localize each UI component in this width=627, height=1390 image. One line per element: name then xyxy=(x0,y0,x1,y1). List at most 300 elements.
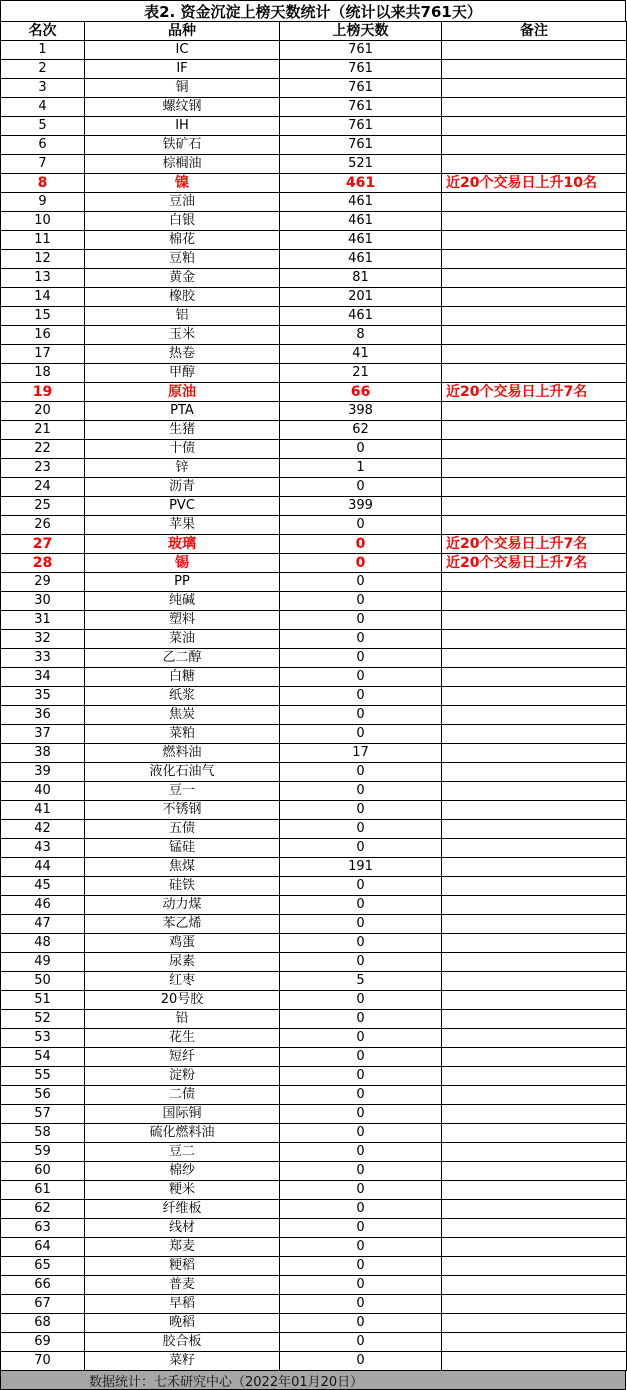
rank-cell: 10 xyxy=(1,212,85,231)
days-cell: 0 xyxy=(280,1143,442,1162)
rank-cell: 40 xyxy=(1,782,85,801)
table-row xyxy=(1,1105,627,1124)
table-row xyxy=(1,1143,627,1162)
name-cell: IF xyxy=(85,60,280,79)
rank-cell: 14 xyxy=(1,288,85,307)
table-row xyxy=(1,535,627,554)
note-cell xyxy=(442,269,627,288)
table-row xyxy=(1,497,627,516)
name-cell: 硅铁 xyxy=(85,877,280,896)
rank-cell: 51 xyxy=(1,991,85,1010)
table-row xyxy=(1,155,627,174)
name-cell: 乙二醇 xyxy=(85,649,280,668)
days-cell: 0 xyxy=(280,516,442,535)
note-cell xyxy=(442,41,627,60)
table-row xyxy=(1,573,627,592)
table-row xyxy=(1,668,627,687)
rank-cell: 55 xyxy=(1,1067,85,1086)
header-row xyxy=(1,22,627,41)
ranking-table xyxy=(0,21,627,1371)
note-cell xyxy=(442,516,627,535)
rank-cell: 11 xyxy=(1,231,85,250)
note-cell xyxy=(442,193,627,212)
note-cell xyxy=(442,763,627,782)
note-cell xyxy=(442,934,627,953)
days-cell: 0 xyxy=(280,706,442,725)
days-cell: 0 xyxy=(280,554,442,573)
note-cell xyxy=(442,326,627,345)
days-cell: 0 xyxy=(280,953,442,972)
table-row xyxy=(1,1181,627,1200)
days-cell: 1 xyxy=(280,459,442,478)
days-cell: 0 xyxy=(280,1352,442,1371)
name-cell: 豆二 xyxy=(85,1143,280,1162)
days-cell: 761 xyxy=(280,41,442,60)
name-cell: 菜粕 xyxy=(85,725,280,744)
name-cell: 热卷 xyxy=(85,345,280,364)
name-cell: 液化石油气 xyxy=(85,763,280,782)
days-cell: 81 xyxy=(280,269,442,288)
note-cell xyxy=(442,288,627,307)
days-cell: 399 xyxy=(280,497,442,516)
rank-cell: 65 xyxy=(1,1257,85,1276)
days-cell: 0 xyxy=(280,1238,442,1257)
note-cell xyxy=(442,1333,627,1352)
name-cell: 豆油 xyxy=(85,193,280,212)
table-row xyxy=(1,1257,627,1276)
days-cell: 461 xyxy=(280,193,442,212)
rank-cell: 66 xyxy=(1,1276,85,1295)
name-cell: 郑麦 xyxy=(85,1238,280,1257)
days-cell: 0 xyxy=(280,801,442,820)
note-cell xyxy=(442,991,627,1010)
days-cell: 0 xyxy=(280,1086,442,1105)
days-cell: 0 xyxy=(280,934,442,953)
name-cell: 十债 xyxy=(85,440,280,459)
rank-cell: 9 xyxy=(1,193,85,212)
days-cell: 461 xyxy=(280,231,442,250)
table-row xyxy=(1,478,627,497)
days-cell: 21 xyxy=(280,364,442,383)
name-cell: 沥青 xyxy=(85,478,280,497)
name-cell: 粳米 xyxy=(85,1181,280,1200)
name-cell: 橡胶 xyxy=(85,288,280,307)
table-row xyxy=(1,877,627,896)
name-cell: 塑料 xyxy=(85,611,280,630)
rank-cell: 57 xyxy=(1,1105,85,1124)
table-row xyxy=(1,725,627,744)
name-cell: 棕榈油 xyxy=(85,155,280,174)
name-cell: 短纤 xyxy=(85,1048,280,1067)
days-cell: 461 xyxy=(280,307,442,326)
name-cell: 原油 xyxy=(85,383,280,402)
days-cell: 0 xyxy=(280,592,442,611)
table-row xyxy=(1,934,627,953)
days-cell: 0 xyxy=(280,1105,442,1124)
days-cell: 0 xyxy=(280,991,442,1010)
table-row xyxy=(1,1029,627,1048)
note-cell xyxy=(442,497,627,516)
rank-cell: 43 xyxy=(1,839,85,858)
days-cell: 761 xyxy=(280,98,442,117)
name-cell: 苹果 xyxy=(85,516,280,535)
note-cell xyxy=(442,1162,627,1181)
rank-cell: 12 xyxy=(1,250,85,269)
table-row xyxy=(1,820,627,839)
rank-cell: 21 xyxy=(1,421,85,440)
table-row xyxy=(1,1276,627,1295)
days-cell: 0 xyxy=(280,649,442,668)
note-cell xyxy=(442,421,627,440)
days-cell: 0 xyxy=(280,573,442,592)
rank-cell: 4 xyxy=(1,98,85,117)
name-cell: 玉米 xyxy=(85,326,280,345)
name-cell: 螺纹钢 xyxy=(85,98,280,117)
note-cell xyxy=(442,117,627,136)
rank-cell: 52 xyxy=(1,1010,85,1029)
note-cell xyxy=(442,1219,627,1238)
table-row xyxy=(1,592,627,611)
note-cell xyxy=(442,1086,627,1105)
rank-cell: 60 xyxy=(1,1162,85,1181)
table-row xyxy=(1,1200,627,1219)
note-cell xyxy=(442,98,627,117)
rank-cell: 49 xyxy=(1,953,85,972)
name-cell: 黄金 xyxy=(85,269,280,288)
table-row xyxy=(1,687,627,706)
note-cell xyxy=(442,1257,627,1276)
name-cell: 20号胶 xyxy=(85,991,280,1010)
name-cell: 铝 xyxy=(85,307,280,326)
note-cell xyxy=(442,364,627,383)
table-row xyxy=(1,345,627,364)
name-cell: 粳稻 xyxy=(85,1257,280,1276)
rank-cell: 18 xyxy=(1,364,85,383)
table-row xyxy=(1,782,627,801)
name-cell: 五债 xyxy=(85,820,280,839)
rank-cell: 68 xyxy=(1,1314,85,1333)
name-cell: 甲醇 xyxy=(85,364,280,383)
days-cell: 0 xyxy=(280,1219,442,1238)
name-cell: PP xyxy=(85,573,280,592)
name-cell: 棉花 xyxy=(85,231,280,250)
rank-cell: 34 xyxy=(1,668,85,687)
days-cell: 398 xyxy=(280,402,442,421)
header-rank: 名次 xyxy=(1,22,85,41)
header-note: 备注 xyxy=(442,22,627,41)
rank-cell: 20 xyxy=(1,402,85,421)
table-row xyxy=(1,1295,627,1314)
rank-cell: 41 xyxy=(1,801,85,820)
rank-cell: 48 xyxy=(1,934,85,953)
name-cell: IC xyxy=(85,41,280,60)
days-cell: 0 xyxy=(280,1333,442,1352)
days-cell: 8 xyxy=(280,326,442,345)
days-cell: 5 xyxy=(280,972,442,991)
rank-cell: 26 xyxy=(1,516,85,535)
table-row xyxy=(1,839,627,858)
rank-cell: 37 xyxy=(1,725,85,744)
days-cell: 761 xyxy=(280,60,442,79)
footer-note: 数据统计：七禾研究中心（2022年01月20日） xyxy=(0,1371,626,1390)
rank-cell: 31 xyxy=(1,611,85,630)
rank-cell: 53 xyxy=(1,1029,85,1048)
rank-cell: 36 xyxy=(1,706,85,725)
name-cell: 早稻 xyxy=(85,1295,280,1314)
table-row xyxy=(1,1352,627,1371)
note-cell xyxy=(442,345,627,364)
name-cell: 豆一 xyxy=(85,782,280,801)
name-cell: 普麦 xyxy=(85,1276,280,1295)
rank-cell: 58 xyxy=(1,1124,85,1143)
days-cell: 41 xyxy=(280,345,442,364)
name-cell: 白糖 xyxy=(85,668,280,687)
days-cell: 761 xyxy=(280,79,442,98)
rank-cell: 22 xyxy=(1,440,85,459)
note-cell xyxy=(442,79,627,98)
name-cell: 锌 xyxy=(85,459,280,478)
rank-cell: 16 xyxy=(1,326,85,345)
name-cell: 菜油 xyxy=(85,630,280,649)
rank-cell: 23 xyxy=(1,459,85,478)
table-row xyxy=(1,269,627,288)
name-cell: 焦炭 xyxy=(85,706,280,725)
table-row xyxy=(1,60,627,79)
note-cell xyxy=(442,1105,627,1124)
table-row xyxy=(1,41,627,60)
note-cell: 近20个交易日上升7名 xyxy=(442,554,627,573)
table-row xyxy=(1,649,627,668)
name-cell: 纸浆 xyxy=(85,687,280,706)
table-row xyxy=(1,231,627,250)
note-cell xyxy=(442,459,627,478)
rank-cell: 8 xyxy=(1,174,85,193)
name-cell: 国际铜 xyxy=(85,1105,280,1124)
table-body xyxy=(1,41,627,1371)
note-cell xyxy=(442,972,627,991)
rank-cell: 46 xyxy=(1,896,85,915)
days-cell: 0 xyxy=(280,1067,442,1086)
name-cell: PTA xyxy=(85,402,280,421)
days-cell: 0 xyxy=(280,820,442,839)
name-cell: 白银 xyxy=(85,212,280,231)
days-cell: 66 xyxy=(280,383,442,402)
table-row xyxy=(1,79,627,98)
table-row xyxy=(1,117,627,136)
note-cell xyxy=(442,801,627,820)
rank-cell: 67 xyxy=(1,1295,85,1314)
name-cell: 硫化燃料油 xyxy=(85,1124,280,1143)
note-cell xyxy=(442,573,627,592)
note-cell xyxy=(442,136,627,155)
note-cell xyxy=(442,877,627,896)
days-cell: 191 xyxy=(280,858,442,877)
table-row xyxy=(1,1238,627,1257)
table-row xyxy=(1,896,627,915)
table-row xyxy=(1,516,627,535)
table-row xyxy=(1,174,627,193)
name-cell: 纤维板 xyxy=(85,1200,280,1219)
name-cell: 豆粕 xyxy=(85,250,280,269)
table-row xyxy=(1,402,627,421)
days-cell: 0 xyxy=(280,1124,442,1143)
rank-cell: 28 xyxy=(1,554,85,573)
name-cell: 胶合板 xyxy=(85,1333,280,1352)
days-cell: 761 xyxy=(280,136,442,155)
rank-cell: 29 xyxy=(1,573,85,592)
name-cell: PVC xyxy=(85,497,280,516)
rank-cell: 47 xyxy=(1,915,85,934)
table-row xyxy=(1,1067,627,1086)
rank-cell: 50 xyxy=(1,972,85,991)
rank-cell: 17 xyxy=(1,345,85,364)
days-cell: 17 xyxy=(280,744,442,763)
days-cell: 0 xyxy=(280,1181,442,1200)
rank-cell: 25 xyxy=(1,497,85,516)
note-cell xyxy=(442,440,627,459)
table-row xyxy=(1,288,627,307)
name-cell: 二债 xyxy=(85,1086,280,1105)
name-cell: 菜籽 xyxy=(85,1352,280,1371)
days-cell: 0 xyxy=(280,915,442,934)
days-cell: 761 xyxy=(280,117,442,136)
note-cell xyxy=(442,687,627,706)
days-cell: 0 xyxy=(280,1010,442,1029)
note-cell xyxy=(442,744,627,763)
days-cell: 521 xyxy=(280,155,442,174)
table-row xyxy=(1,1010,627,1029)
rank-cell: 1 xyxy=(1,41,85,60)
name-cell: 焦煤 xyxy=(85,858,280,877)
table-row xyxy=(1,440,627,459)
name-cell: 玻璃 xyxy=(85,535,280,554)
header-name: 品种 xyxy=(85,22,280,41)
name-cell: IH xyxy=(85,117,280,136)
table-row xyxy=(1,459,627,478)
rank-cell: 32 xyxy=(1,630,85,649)
rank-cell: 69 xyxy=(1,1333,85,1352)
days-cell: 0 xyxy=(280,1257,442,1276)
name-cell: 晚稻 xyxy=(85,1314,280,1333)
table-row xyxy=(1,364,627,383)
note-cell xyxy=(442,1048,627,1067)
table-row xyxy=(1,250,627,269)
rank-cell: 38 xyxy=(1,744,85,763)
table-row xyxy=(1,858,627,877)
rank-cell: 3 xyxy=(1,79,85,98)
note-cell xyxy=(442,60,627,79)
days-cell: 0 xyxy=(280,687,442,706)
name-cell: 鸡蛋 xyxy=(85,934,280,953)
rank-cell: 61 xyxy=(1,1181,85,1200)
days-cell: 461 xyxy=(280,250,442,269)
rank-cell: 24 xyxy=(1,478,85,497)
table-row xyxy=(1,136,627,155)
note-cell xyxy=(442,1124,627,1143)
note-cell xyxy=(442,592,627,611)
rank-cell: 35 xyxy=(1,687,85,706)
note-cell xyxy=(442,1143,627,1162)
table-row xyxy=(1,953,627,972)
table-row xyxy=(1,421,627,440)
note-cell xyxy=(442,1238,627,1257)
rank-cell: 63 xyxy=(1,1219,85,1238)
note-cell: 近20个交易日上升10名 xyxy=(442,174,627,193)
rank-cell: 39 xyxy=(1,763,85,782)
note-cell xyxy=(442,953,627,972)
name-cell: 红枣 xyxy=(85,972,280,991)
rank-cell: 33 xyxy=(1,649,85,668)
days-cell: 0 xyxy=(280,1200,442,1219)
days-cell: 0 xyxy=(280,1029,442,1048)
rank-cell: 6 xyxy=(1,136,85,155)
name-cell: 尿素 xyxy=(85,953,280,972)
days-cell: 0 xyxy=(280,630,442,649)
note-cell xyxy=(442,1200,627,1219)
rank-cell: 45 xyxy=(1,877,85,896)
name-cell: 铅 xyxy=(85,1010,280,1029)
note-cell xyxy=(442,1314,627,1333)
table-title: 表2. 资金沉淀上榜天数统计（统计以来共761天） xyxy=(0,0,626,21)
rank-cell: 42 xyxy=(1,820,85,839)
table-row xyxy=(1,1219,627,1238)
table-row xyxy=(1,801,627,820)
note-cell xyxy=(442,706,627,725)
note-cell xyxy=(442,1295,627,1314)
table-row xyxy=(1,1333,627,1352)
name-cell: 棉纱 xyxy=(85,1162,280,1181)
rank-cell: 64 xyxy=(1,1238,85,1257)
note-cell xyxy=(442,668,627,687)
days-cell: 0 xyxy=(280,1276,442,1295)
rank-cell: 15 xyxy=(1,307,85,326)
days-cell: 62 xyxy=(280,421,442,440)
table-row xyxy=(1,1086,627,1105)
note-cell xyxy=(442,478,627,497)
note-cell xyxy=(442,155,627,174)
note-cell xyxy=(442,782,627,801)
name-cell: 纯碱 xyxy=(85,592,280,611)
note-cell xyxy=(442,1029,627,1048)
name-cell: 燃料油 xyxy=(85,744,280,763)
note-cell xyxy=(442,725,627,744)
days-cell: 461 xyxy=(280,212,442,231)
rank-cell: 19 xyxy=(1,383,85,402)
note-cell xyxy=(442,1181,627,1200)
name-cell: 线材 xyxy=(85,1219,280,1238)
days-cell: 461 xyxy=(280,174,442,193)
note-cell xyxy=(442,1010,627,1029)
table-row xyxy=(1,1048,627,1067)
table-row xyxy=(1,1162,627,1181)
note-cell xyxy=(442,1276,627,1295)
table-row xyxy=(1,98,627,117)
name-cell: 锡 xyxy=(85,554,280,573)
days-cell: 0 xyxy=(280,763,442,782)
note-cell xyxy=(442,250,627,269)
name-cell: 铁矿石 xyxy=(85,136,280,155)
days-cell: 0 xyxy=(280,725,442,744)
name-cell: 铜 xyxy=(85,79,280,98)
table-row xyxy=(1,212,627,231)
days-cell: 0 xyxy=(280,668,442,687)
table-row xyxy=(1,630,627,649)
table-row xyxy=(1,972,627,991)
days-cell: 0 xyxy=(280,1162,442,1181)
table-row xyxy=(1,706,627,725)
rank-cell: 56 xyxy=(1,1086,85,1105)
table-row xyxy=(1,307,627,326)
